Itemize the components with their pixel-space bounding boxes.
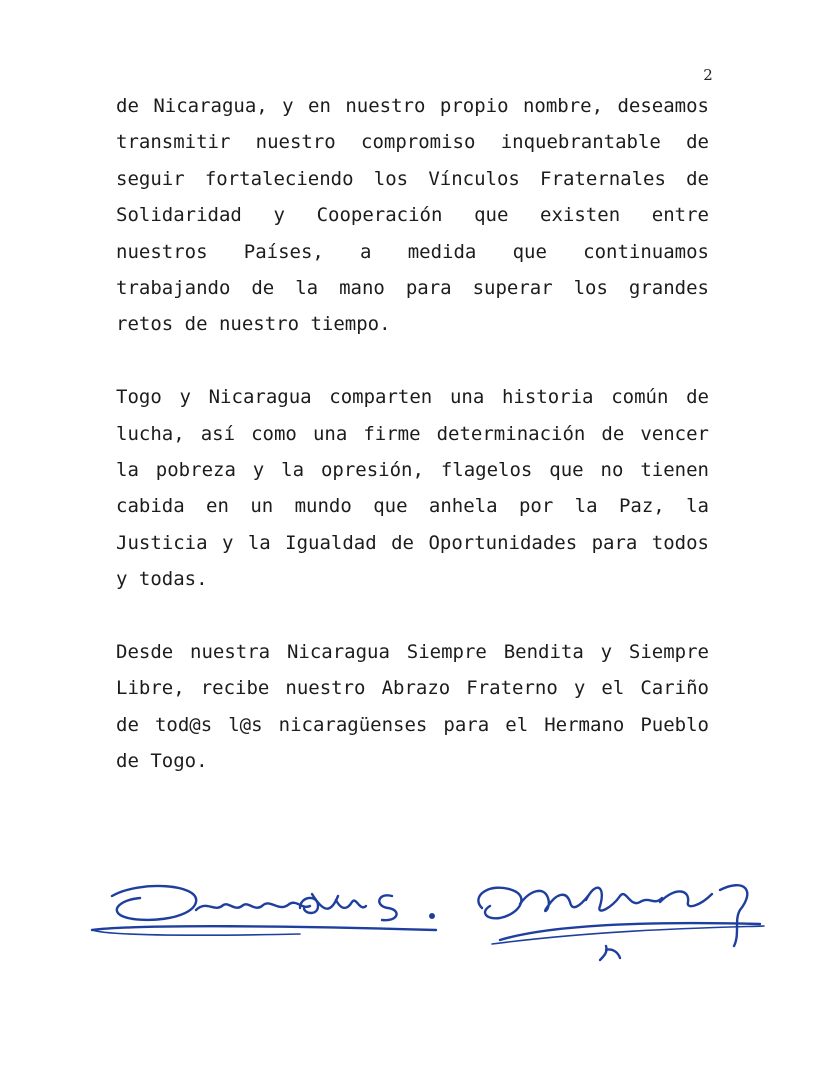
left-signature <box>92 886 436 935</box>
paragraph-commitment: de Nicaragua, y en nuestro propio nombre, deseamos transmitir nuestro compromiso inquebrantable de seguir fortaleciendo los Vínculos Fraternales de Solidaridad y Cooperación que existen entre nuestros Países, a medida que continuamos trabajando de la mano para superar los grandes retos de nuestro tiempo. <box>116 95 709 336</box>
signatures-drawing <box>0 850 825 980</box>
paragraph-shared-history: Togo y Nicaragua comparten una historia común de lucha, así como una firme determinación de vencer la pobreza y la opresión, flagelos que no tienen cabida en un mundo que anhela por la Paz, la Justicia y la Igualdad de Oportunidades para todos y todas. <box>116 386 709 591</box>
signature-block <box>0 850 825 980</box>
right-signature <box>478 885 764 960</box>
page-number: 2 <box>703 66 713 84</box>
paragraph-closing-greeting: Desde nuestra Nicaragua Siempre Bendita y Siempre Libre, recibe nuestro Abrazo Fraterno y el Cariño de tod@s l@s nicaragüenses para el Hermano Pueblo de Togo. <box>116 641 709 773</box>
letter-body <box>116 88 709 780</box>
